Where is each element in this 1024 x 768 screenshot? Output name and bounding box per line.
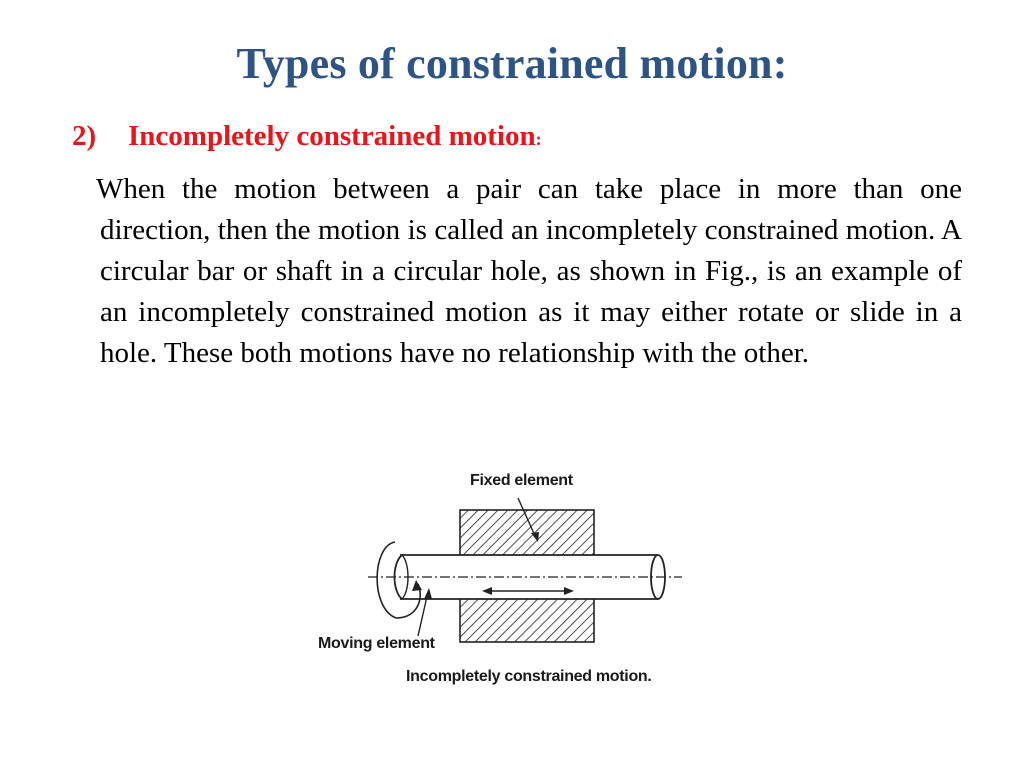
shaft-body [400, 555, 658, 599]
subheading-text: Incompletely constrained motion [128, 120, 536, 152]
subheading-colon: : [535, 129, 542, 149]
body-paragraph: When the motion between a pair can take place in more than one direction, then the motion is called an incompletely constrained motion. A circular bar or shaft in a circular hole, as shown in Fig., is an example of an incompletely constrained motion as it may either rotate or slide in a hole. These both motions have no relationship with the other. [96, 173, 962, 369]
constrained-motion-figure [300, 460, 740, 700]
fixed-element-label: Fixed element [470, 472, 573, 489]
figure-caption: Incompletely constrained motion. [406, 668, 652, 685]
shaft-diagram [300, 460, 740, 700]
moving-element-label: Moving element [318, 635, 435, 652]
rotation-arrow [377, 542, 396, 618]
subheading-number: 2) [72, 120, 97, 152]
slide-title: Types of constrained motion: [236, 39, 788, 88]
subheading [72, 120, 542, 153]
